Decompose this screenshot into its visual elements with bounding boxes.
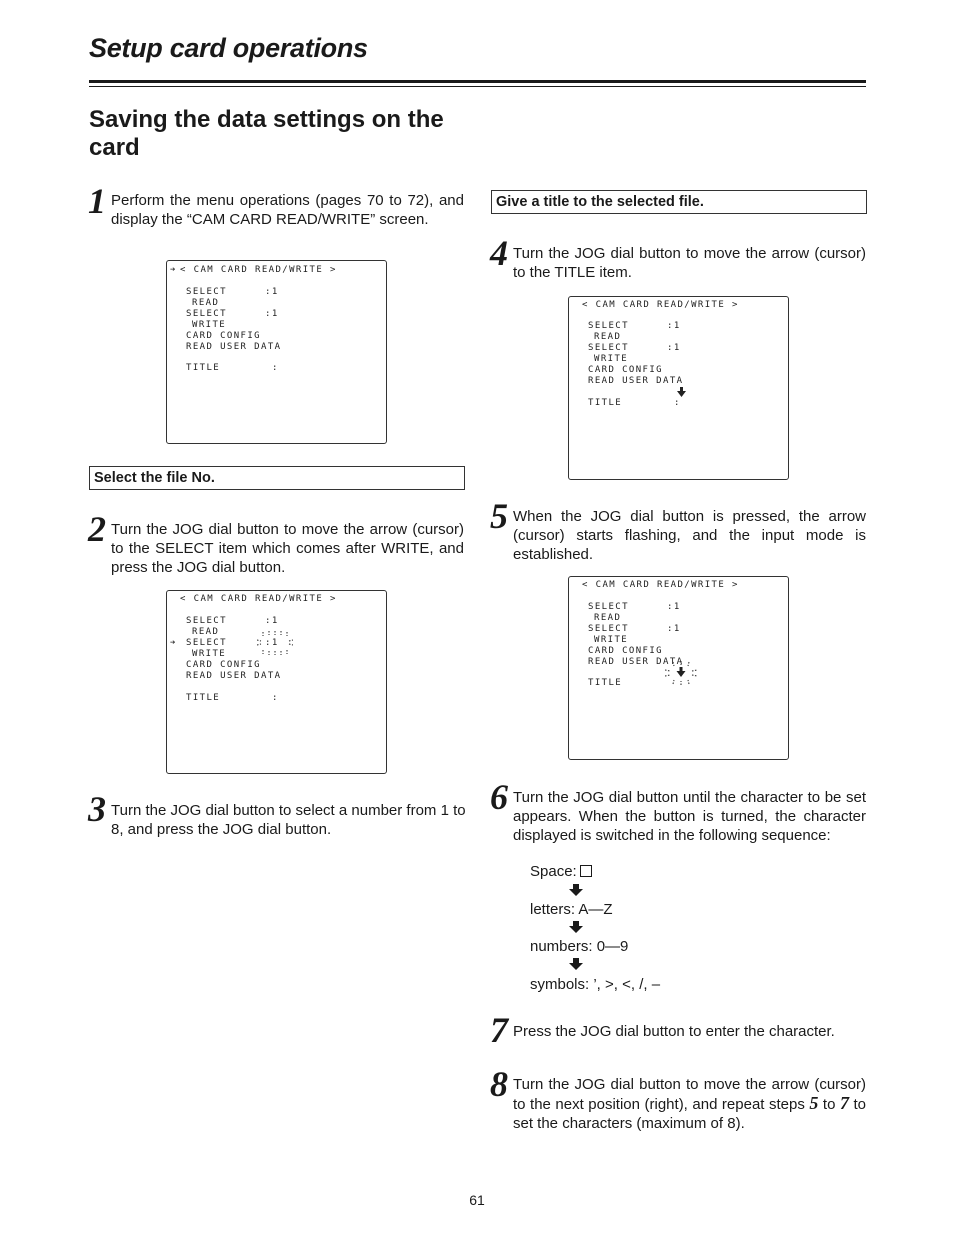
screen-select-read-value: :1 (667, 321, 681, 331)
sequence-space (530, 862, 592, 881)
menu-screen-3 (568, 296, 789, 480)
screen-select-write-value: :1 (265, 638, 279, 648)
flashing-indicator-icon (257, 631, 293, 655)
step-2-number: 2 (88, 509, 106, 549)
header-rule-thin (89, 86, 866, 87)
menu-screen-4 (568, 576, 789, 760)
step-8-text-part-b: to (818, 1096, 840, 1113)
screen-title-colon: : (272, 363, 279, 373)
screen-read: READ (594, 613, 622, 623)
screen-read: READ (192, 627, 220, 637)
menu-screen-2 (166, 590, 387, 774)
subheading-give-title: Give a title to the selected file. (491, 190, 867, 214)
cursor-arrow-icon: ➔ (170, 638, 177, 648)
space-box-icon (580, 865, 592, 877)
step-5-number: 5 (490, 496, 508, 536)
screen-select-write-value: :1 (667, 343, 681, 353)
cursor-down-arrow-icon (677, 387, 686, 397)
screen-read-user-data: READ USER DATA (186, 671, 282, 681)
step-6-number: 6 (490, 777, 508, 817)
sequence-numbers: numbers: 0—9 (530, 938, 629, 955)
screen-select-write-value: :1 (265, 309, 279, 319)
screen-card-config: CARD CONFIG (186, 331, 262, 341)
screen-card-config: CARD CONFIG (186, 660, 262, 670)
menu-screen-1 (166, 260, 387, 444)
screen-select-read: SELECT (588, 602, 629, 612)
screen-read-user-data: READ USER DATA (588, 376, 684, 386)
step-4-text: Turn the JOG dial button to move the arrow (cursor) to the TITLE item. (513, 245, 866, 281)
step-3-number: 3 (88, 789, 106, 829)
sequence-down-arrow-icon (569, 921, 583, 933)
step-7-number: 7 (490, 1010, 508, 1050)
screen-card-config: CARD CONFIG (588, 646, 664, 656)
screen-title-colon: : (674, 398, 681, 408)
screen-select-read-value: :1 (265, 287, 279, 297)
screen-title-item: TITLE (186, 363, 221, 373)
step-8-text-part-c: to set the characters (maximum of 8). (513, 1096, 866, 1132)
screen-card-config: CARD CONFIG (588, 365, 664, 375)
screen-title: < CAM CARD READ/WRITE > (180, 594, 337, 604)
screen-select-write: SELECT (588, 624, 629, 634)
step-3-text: Turn the JOG dial button to select a number from 1 to 8, and press the JOG dial button. (111, 802, 466, 838)
subheading-select-file: Select the file No. (89, 466, 465, 490)
sequence-down-arrow-icon (569, 958, 583, 970)
screen-title-item: TITLE (588, 398, 623, 408)
screen-title-item: TITLE (186, 693, 221, 703)
screen-select-read: SELECT (186, 287, 227, 297)
step-5-text: When the JOG dial button is pressed, the arrow (cursor) starts flashing, and the input mode is established. (513, 508, 866, 563)
step-4-number: 4 (490, 233, 508, 273)
sequence-down-arrow-icon (569, 884, 583, 896)
step-8-text-part-a: Turn the JOG dial button to move the arrow (cursor) to the next position (right), and repeat steps (513, 1076, 866, 1113)
screen-title: < CAM CARD READ/WRITE > (180, 265, 337, 275)
step-2-text: Turn the JOG dial button to move the arrow (cursor) to the SELECT item which comes after WRITE, and press the JOG dial button. (111, 521, 464, 576)
screen-title: < CAM CARD READ/WRITE > (582, 300, 739, 310)
header-rule-thick (89, 80, 866, 83)
screen-title-item: TITLE (588, 678, 623, 688)
screen-read: READ (594, 332, 622, 342)
screen-select-write: SELECT (186, 638, 227, 648)
step-1-number: 1 (88, 181, 106, 221)
page-title: Setup card operations (89, 33, 368, 63)
page-number: 61 (469, 1192, 485, 1208)
screen-select-read-value: :1 (265, 616, 279, 626)
sequence-letters: letters: A—Z (530, 901, 613, 918)
sequence-symbols: symbols: ’, >, <, /, – (530, 976, 661, 993)
screen-select-read: SELECT (186, 616, 227, 626)
step-8-ref-7: 7 (839, 1093, 849, 1113)
screen-write: WRITE (594, 635, 629, 645)
screen-write: WRITE (192, 320, 227, 330)
screen-title: < CAM CARD READ/WRITE > (582, 580, 739, 590)
cursor-arrow-icon: ➔ (170, 265, 177, 275)
screen-read-user-data: READ USER DATA (186, 342, 282, 352)
screen-title-colon: : (272, 693, 279, 703)
screen-select-read: SELECT (588, 321, 629, 331)
screen-write: WRITE (594, 354, 629, 364)
screen-read-user-data: READ USER DATA (588, 657, 684, 667)
step-6-text: Turn the JOG dial button until the character to be set appears. When the button is turned, the character displayed is switched in the following sequence: (513, 789, 866, 844)
sequence-space-label: Space: (530, 863, 577, 880)
step-7-text: Press the JOG dial button to enter the character. (513, 1023, 835, 1040)
step-8-ref-5: 5 (809, 1093, 819, 1113)
screen-select-write: SELECT (186, 309, 227, 319)
step-8-number: 8 (490, 1064, 508, 1104)
flashing-cursor-icon (665, 661, 697, 685)
screen-select-write: SELECT (588, 343, 629, 353)
screen-select-read-value: :1 (667, 602, 681, 612)
step-1-text: Perform the menu operations (pages 70 to 72), and display the “CAM CARD READ/WRITE” screen. (111, 192, 464, 228)
screen-write: WRITE (192, 649, 227, 659)
section-title: Saving the data settings on the card (89, 106, 444, 161)
step-8-text (513, 1075, 866, 1133)
screen-read: READ (192, 298, 220, 308)
screen-select-write-value: :1 (667, 624, 681, 634)
